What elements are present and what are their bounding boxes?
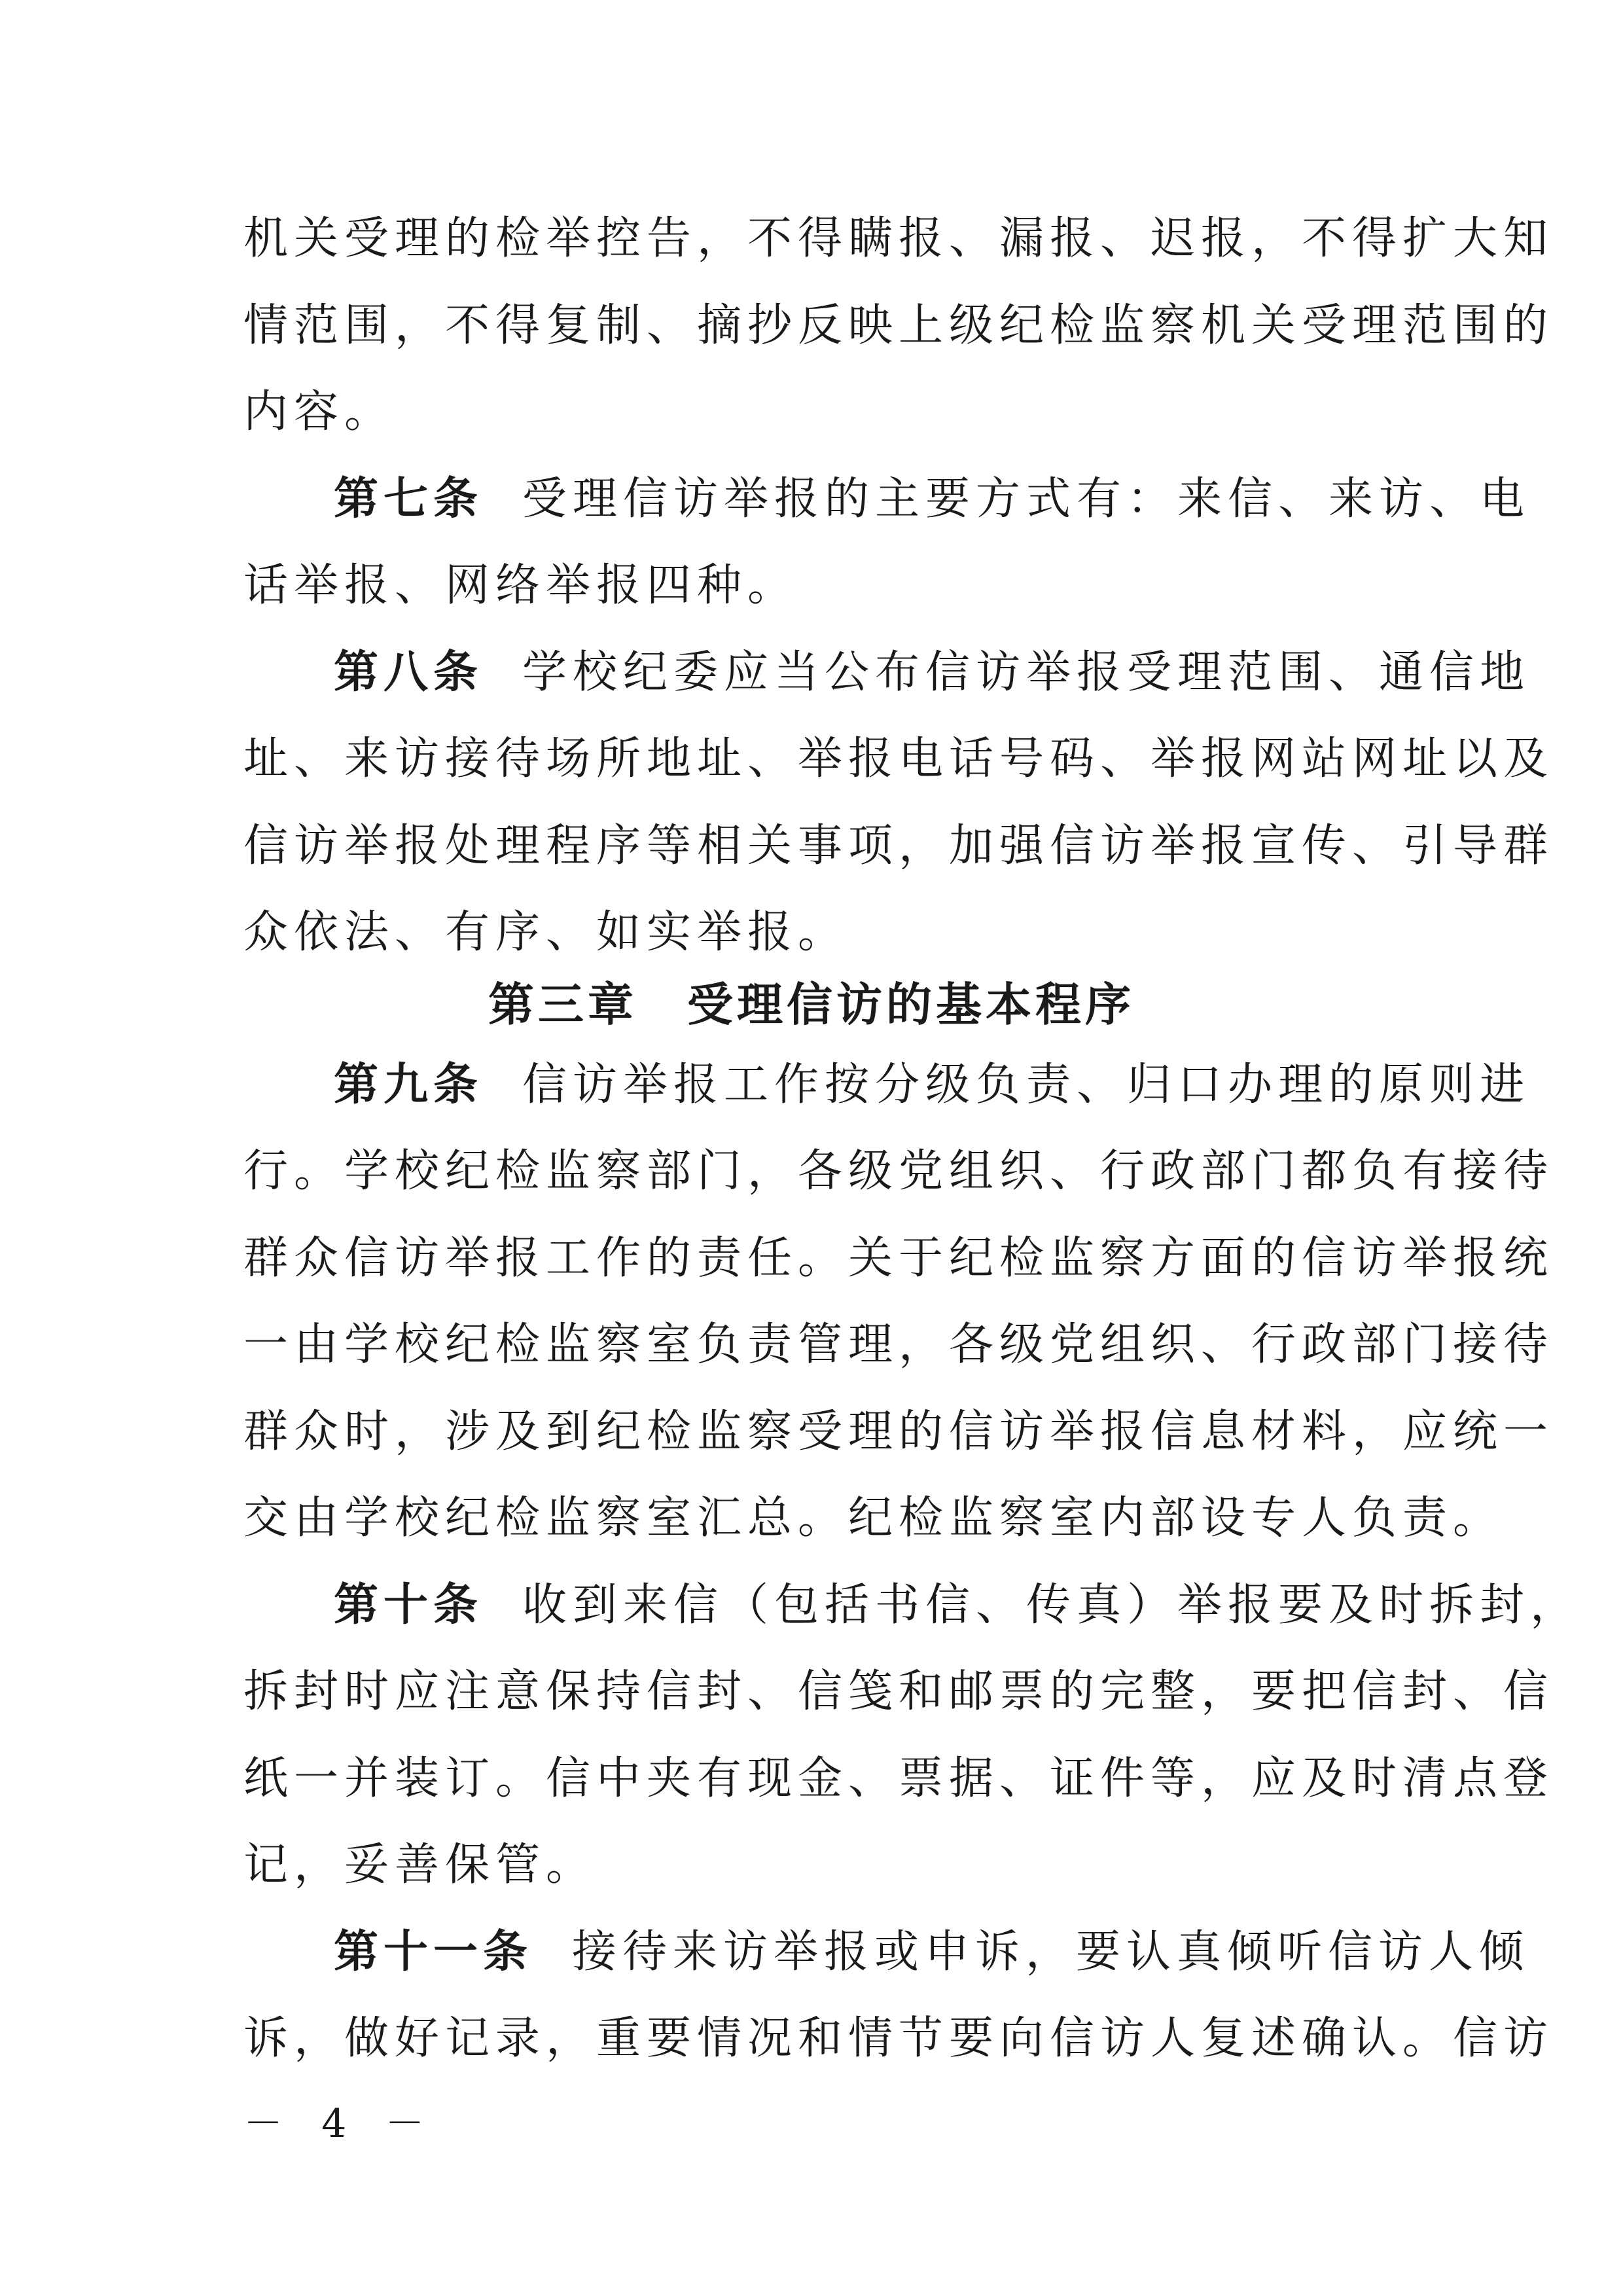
article-7-number: 第七条 — [334, 473, 484, 525]
body-line: 一由学校纪检监察室负责管理，各级党组织、行政部门接待 — [243, 1319, 1554, 1371]
body-line: 机关受理的检举控告，不得瞒报、漏报、迟报，不得扩大知 — [243, 213, 1554, 264]
article-9-first-line — [334, 1056, 1531, 1115]
article-10-number: 第十条 — [334, 1579, 484, 1631]
body-line: 记，妥善保管。 — [243, 1839, 597, 1891]
article-7-text: 受理信访举报的主要方式有：来信、来访、电 — [522, 473, 1531, 525]
body-line: 群众信访举报工作的责任。关于纪检监察方面的信访举报统 — [243, 1232, 1554, 1284]
article-8-number: 第八条 — [334, 647, 484, 698]
body-line: 行。学校纪检监察部门，各级党组织、行政部门都负有接待 — [243, 1145, 1554, 1197]
body-line: 信访举报处理程序等相关事项，加强信访举报宣传、引导群 — [243, 820, 1554, 872]
article-11-number: 第十一条 — [334, 1926, 533, 1978]
body-line: 址、来访接待场所地址、举报电话号码、举报网站网址以及 — [243, 733, 1554, 785]
article-11-text: 接待来访举报或申诉，要认真倾听信访人倾 — [572, 1926, 1530, 1978]
body-line: 诉，做好记录，重要情况和情节要向信访人复述确认。信访 — [243, 2013, 1554, 2064]
body-line: 纸一并装订。信中夹有现金、票据、证件等，应及时清点登 — [243, 1753, 1554, 1804]
article-8-text: 学校纪委应当公布信访举报受理范围、通信地 — [522, 647, 1531, 698]
body-line: 话举报、网络举报四种。 — [243, 560, 798, 611]
body-line: 交由学校纪检监察室汇总。纪检监察室内部设专人负责。 — [243, 1492, 1504, 1544]
page-number: － 4 － — [243, 2101, 438, 2147]
body-line: 内容。 — [243, 386, 395, 438]
article-11-first-line — [334, 1923, 1530, 1982]
article-9-text: 信访举报工作按分级负责、归口办理的原则进 — [522, 1059, 1531, 1111]
article-10-first-line — [334, 1576, 1581, 1635]
body-line: 拆封时应注意保持信封、信笺和邮票的完整，要把信封、信 — [243, 1666, 1554, 1717]
body-line: 众依法、有序、如实举报。 — [243, 906, 849, 958]
body-line: 情范围，不得复制、摘抄反映上级纪检监察机关受理范围的 — [243, 300, 1554, 351]
chapter-heading: 第三章 受理信访的基本程序 — [488, 978, 1135, 1031]
article-7-first-line — [334, 470, 1531, 529]
body-line: 群众时，涉及到纪检监察受理的信访举报信息材料，应统一 — [243, 1406, 1554, 1458]
article-9-number: 第九条 — [334, 1059, 484, 1111]
article-8-first-line — [334, 643, 1531, 702]
article-10-text: 收到来信（包括书信、传真）举报要及时拆封， — [522, 1579, 1581, 1631]
